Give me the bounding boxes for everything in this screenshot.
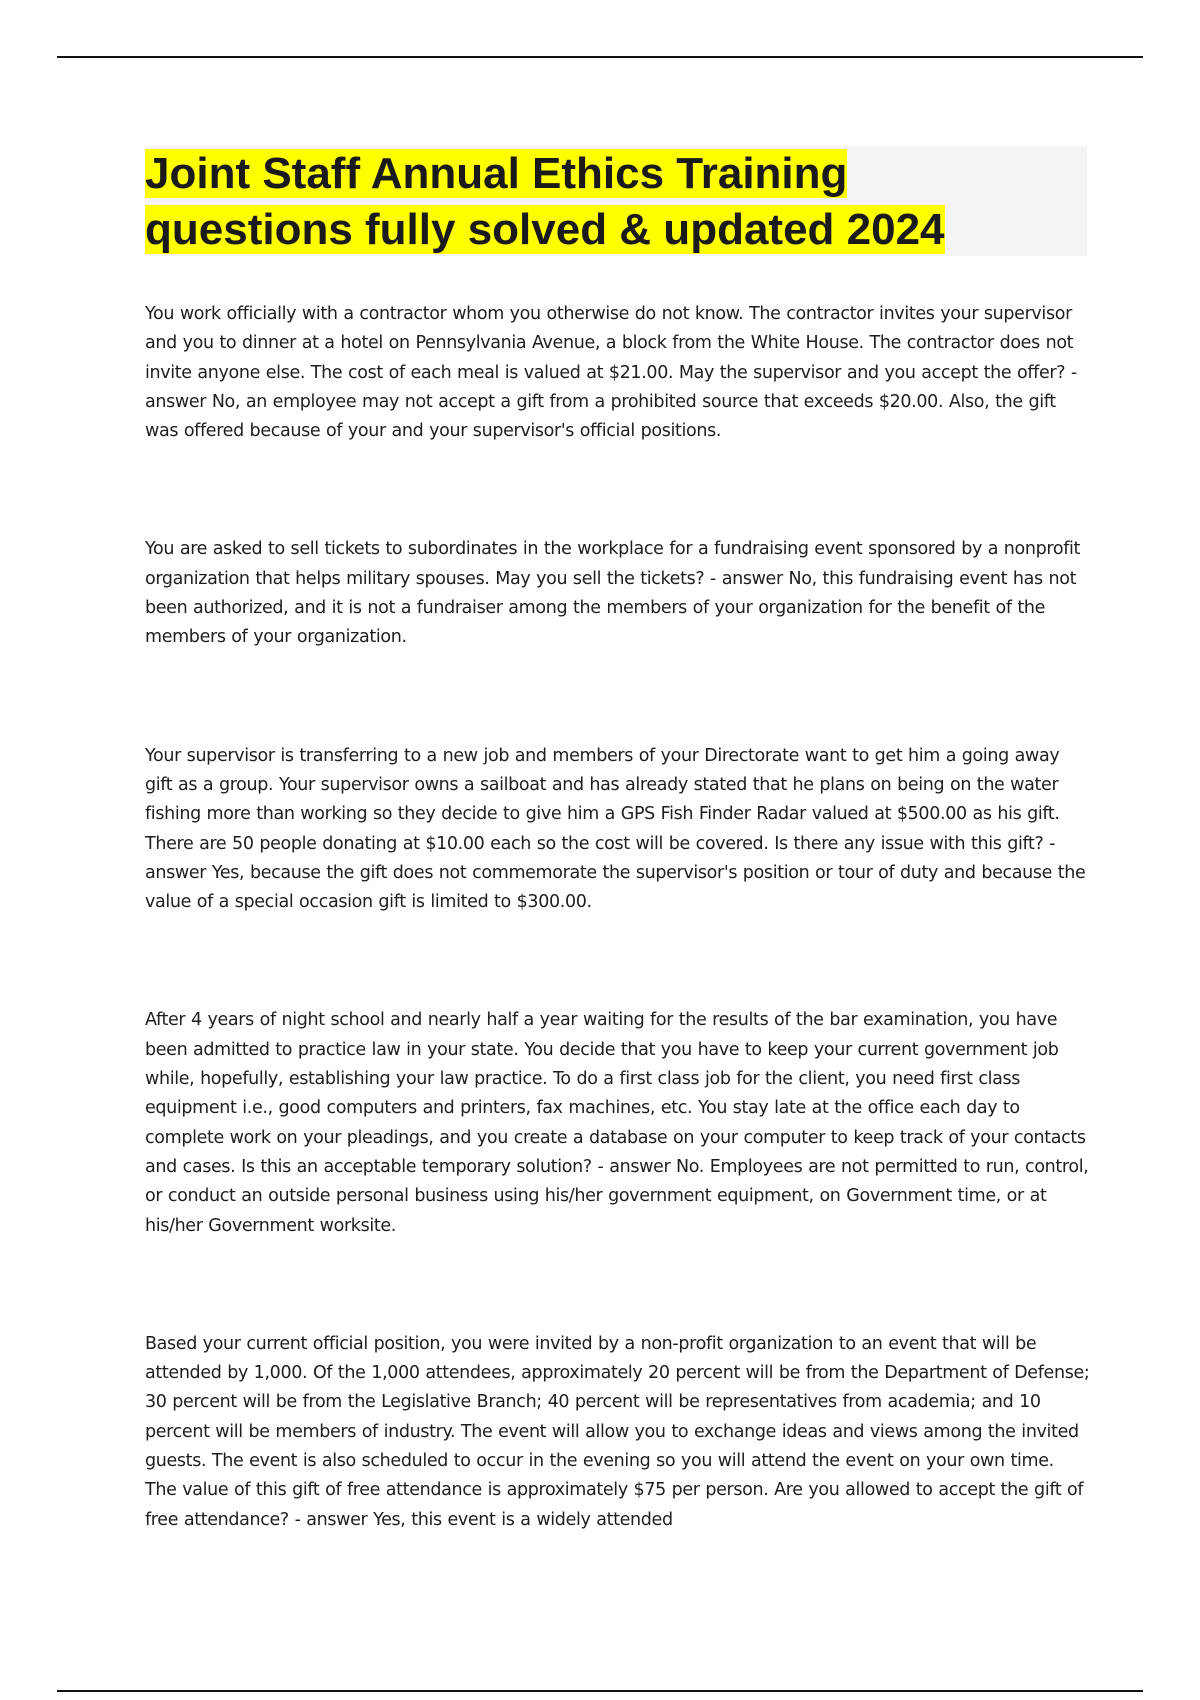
qa-item-2: You are asked to sell tickets to subordinates in the workplace for a fundraising event sponsored by a nonprofit organization that helps military spouses. May you sell the tickets? - answer No, this fundraising event has not been authorized, and it is not a fundraiser among the members of your organization for the benefit of the members of your organization. <box>145 539 1081 648</box>
qa-item-5: Based your current official position, you were invited by a non-profit organization to an event that will be attended by 1,000. Of the 1,000 attendees, approximately 20 percent will be from the Department of Defense; 30 percent will be from the Legislative Branch; 40 percent will be representatives from academia; and 10 percent will be members of industry. The event will allow you to exchange ideas and views among the invited guests. The event is also scheduled to occur in the evening so you will attend the event on your own time. The value of this gift of free attendance is approximately $75 per person. Are you allowed to accept the gift of free attendance? - answer Yes, this event is a widely attended <box>145 1333 1090 1530</box>
title-block <box>145 146 1087 256</box>
qa-item-1: You work officially with a contractor whom you otherwise do not know. The contractor invites your supervisor and you to dinner at a hotel on Pennsylvania Avenue, a block from the White House. The contractor does not invite anyone else. The cost of each meal is valued at $21.00. May the supervisor and you accept the offer? - answer No, an employee may not accept a gift from a prohibited source that exceeds $20.00. Also, the gift was offered because of your and your supervisor's official positions. <box>145 304 1077 442</box>
bottom-rule <box>57 1690 1143 1692</box>
qa-list <box>145 300 1091 1624</box>
top-rule <box>57 56 1143 58</box>
document-title <box>145 146 1087 258</box>
title-line-1: Joint Staff Annual Ethics Training <box>145 149 848 198</box>
qa-item-4: After 4 years of night school and nearly half a year waiting for the results of the bar examination, you have been admitted to practice law in your state. You decide that you have to keep your current government job while, hopefully, establishing your law practice. To do a first class job for the client, you need first class equipment i.e., good computers and printers, fax machines, etc. You stay late at the office each day to complete work on your pleadings, and you create a database on your computer to keep track of your contacts and cases. Is this an acceptable temporary solution? - answer No. Employees are not permitted to run, control, or conduct an outside personal business using his/her government equipment, on Government time, or at his/her Government worksite. <box>145 1010 1089 1236</box>
qa-item-3: Your supervisor is transferring to a new job and members of your Directorate want to get him a going away gift as a group. Your supervisor owns a sailboat and has already stated that he plans on being on the water fishing more than working so they decide to give him a GPS Fish Finder Radar valued at $500.00 as his gift. There are 50 people donating at $10.00 each so the cost will be covered. Is there any issue with this gift? - answer Yes, because the gift does not commemorate the supervisor's position or tour of duty and because the value of a special occasion gift is limited to $300.00. <box>145 745 1086 913</box>
title-line-2: questions fully solved & updated 2024 <box>145 205 945 254</box>
